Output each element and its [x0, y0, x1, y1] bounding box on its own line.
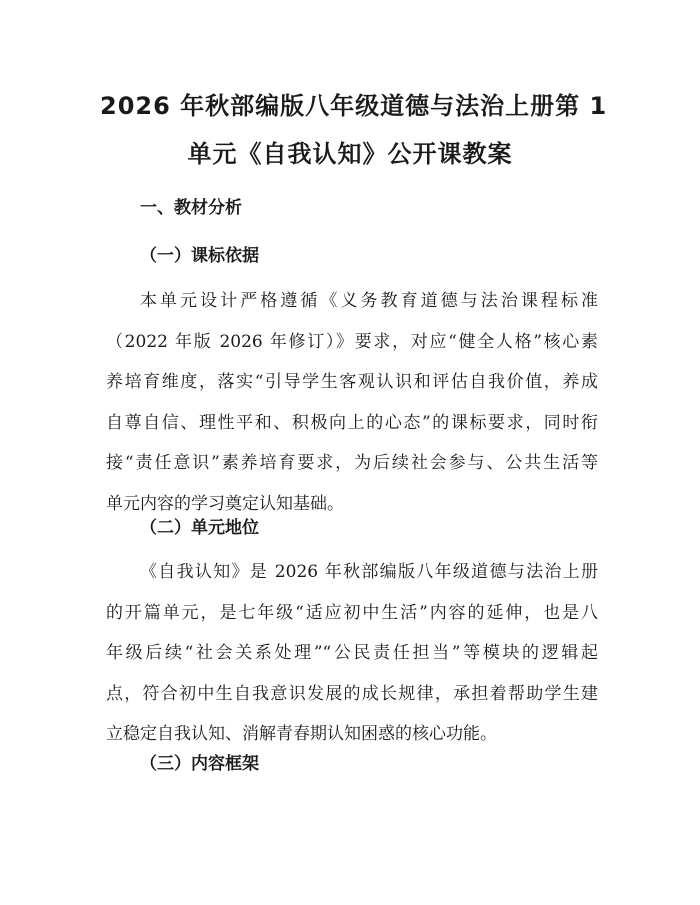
- paragraph-curriculum-basis: [106, 281, 598, 524]
- subsection-heading-unit-position: （二）单元地位: [140, 518, 259, 538]
- paragraph-line: 本单元设计严格遵循《义务教育道德与法治课程标准: [140, 291, 598, 311]
- section-heading-textbook-analysis: 一、教材分析: [140, 198, 242, 218]
- paragraph-line: 年级后续“社会关系处理”“公民责任担当”等模块的逻辑起: [106, 643, 598, 663]
- paragraph-line: 《自我认知》是 2026 年秋部编版八年级道德与法治上册: [140, 562, 598, 582]
- paragraph-line: 立稳定自我认知、消解青春期认知困惑的核心功能。: [106, 724, 497, 744]
- paragraph-line: 自尊自信、理性平和、积极向上的心态”的课标要求，同时衔: [106, 412, 598, 433]
- paragraph-line: 养培育维度，落实“引导学生客观认识和评估自我价值，养成: [106, 372, 598, 392]
- paragraph-line: 的开篇单元，是七年级“适应初中生活”内容的延伸，也是八: [106, 602, 598, 623]
- paragraph-unit-position: [106, 552, 598, 755]
- document-title-line-1: 2026 年秋部编版八年级道德与法治上册第 1: [100, 92, 608, 120]
- document-title-line-2: 单元《自我认知》公开课教案: [187, 140, 513, 168]
- paragraph-line: （2022 年版 2026 年修订）》要求，对应“健全人格”核心素: [106, 331, 598, 352]
- subsection-heading-curriculum-basis: （一）课标依据: [140, 246, 259, 266]
- subsection-heading-content-framework: （三）内容框架: [140, 754, 259, 774]
- paragraph-line: 接“责任意识”素养培育要求，为后续社会参与、公共生活等: [106, 453, 598, 473]
- paragraph-line: 点，符合初中生自我意识发展的成长规律，承担着帮助学生建: [106, 683, 598, 704]
- paragraph-line: 单元内容的学习奠定认知基础。: [106, 493, 344, 514]
